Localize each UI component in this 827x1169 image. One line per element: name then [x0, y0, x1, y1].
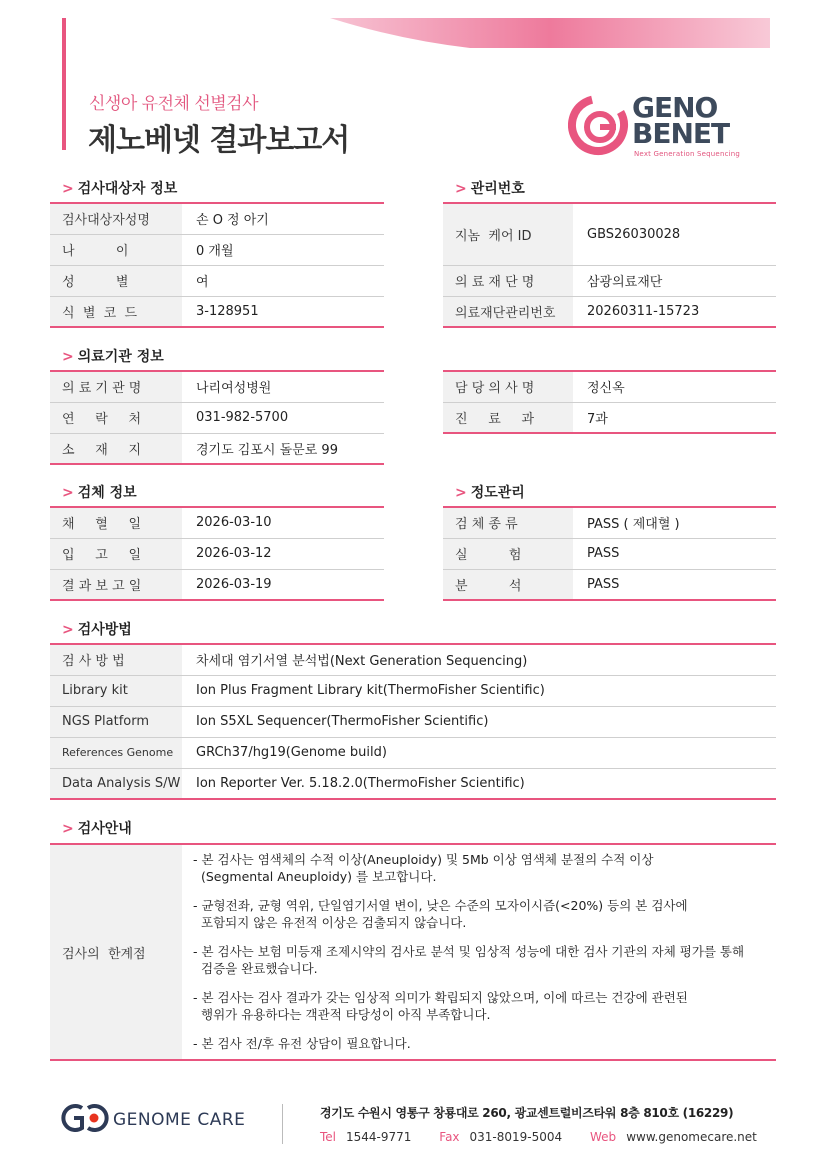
department-key: 진 료 과	[443, 402, 573, 433]
institution-phone-value: 031-982-5700	[182, 402, 384, 433]
footer-divider	[282, 1104, 283, 1144]
table-row	[50, 737, 776, 768]
header-ribbon	[0, 0, 827, 60]
chevron-right-icon: >	[455, 181, 467, 197]
section-heading-institution: > 의료기관 정보	[62, 349, 164, 365]
subject-table	[50, 202, 384, 328]
reference-genome-value: GRCh37/hg19(Genome build)	[182, 737, 776, 768]
chevron-right-icon: >	[62, 622, 74, 638]
table-row	[50, 507, 384, 538]
logo-text-benet: BENET	[632, 117, 730, 150]
institution-name-value: 나리여성병원	[182, 371, 384, 402]
institution-name-key: 의 료 기 관 명	[50, 371, 182, 402]
subject-id-key: 식 별 코 드	[50, 296, 182, 327]
fax-value: 031-8019-5004	[469, 1130, 563, 1144]
web-label: Web	[590, 1130, 617, 1144]
section-heading-quality: > 정도관리	[455, 485, 525, 501]
foundation-number-value: 20260311-15723	[573, 296, 776, 327]
table-row	[50, 234, 384, 265]
table-row	[443, 371, 776, 402]
method-value: 차세대 염기서열 분석법(Next Generation Sequencing)	[182, 644, 776, 675]
foundation-name-value: 삼광의료재단	[573, 265, 776, 296]
chevron-right-icon: >	[62, 349, 74, 365]
logo-tagline: Next Generation Sequencing	[634, 150, 741, 158]
received-date-value: 2026-03-12	[182, 538, 384, 569]
footer-company-name: GENOME CARE	[113, 1110, 246, 1130]
subject-name-value: 손 O 정 아기	[182, 203, 384, 234]
foundation-name-key: 의 료 재 단 명	[443, 265, 573, 296]
chevron-right-icon: >	[62, 485, 74, 501]
table-row	[443, 296, 776, 327]
chevron-right-icon: >	[62, 821, 74, 837]
doctor-name-value: 정신옥	[573, 371, 776, 402]
institution-address-value: 경기도 김포시 돌문로 99	[182, 433, 384, 464]
list-item: - 균형전좌, 균형 역위, 단일염기서열 변이, 낮은 수준의 모자이시즘(<20%) 등의 본 검사에 포함되지 않은 유전적 이상은 검출되지 않습니다.	[193, 898, 688, 930]
genomecare-id-value: GBS26030028	[573, 203, 776, 265]
table-row	[443, 402, 776, 433]
doctor-table	[443, 370, 776, 434]
web-link[interactable]: www.genomecare.net	[626, 1130, 757, 1144]
subject-age-value: 0 개월	[182, 234, 384, 265]
table-row	[50, 433, 384, 464]
library-kit-key: Library kit	[50, 675, 182, 706]
specimen-type-key: 검 체 종 류	[443, 507, 573, 538]
header-accent-bar	[62, 18, 66, 150]
table-row	[443, 507, 776, 538]
subject-sex-key: 성 별	[50, 265, 182, 296]
ngs-platform-key: NGS Platform	[50, 706, 182, 737]
table-row	[50, 265, 384, 296]
fax-label: Fax	[439, 1130, 460, 1144]
subject-age-key: 나 이	[50, 234, 182, 265]
chevron-right-icon: >	[62, 181, 74, 197]
institution-address-key: 소 재 지	[50, 433, 182, 464]
section-heading-method: > 검사방법	[62, 622, 132, 638]
collection-date-key: 채 혈 일	[50, 507, 182, 538]
analysis-value: PASS	[573, 569, 776, 600]
subject-id-value: 3-128951	[182, 296, 384, 327]
experiment-key: 실 험	[443, 538, 573, 569]
experiment-value: PASS	[573, 538, 776, 569]
table-row	[50, 706, 776, 737]
analysis-key: 분 석	[443, 569, 573, 600]
table-row	[443, 538, 776, 569]
method-table	[50, 643, 776, 800]
table-row	[50, 675, 776, 706]
specimen-type-value: PASS ( 제대혈 )	[573, 507, 776, 538]
tel-value: 1544-9771	[346, 1130, 412, 1144]
report-subtitle: 신생아 유전체 선별검사	[89, 94, 259, 114]
section-heading-subject: > 검사대상자 정보	[62, 181, 178, 197]
chevron-right-icon: >	[455, 485, 467, 501]
foundation-number-key: 의료재단관리번호	[443, 296, 573, 327]
doctor-name-key: 담 당 의 사 명	[443, 371, 573, 402]
analysis-software-key: Data Analysis S/W	[50, 768, 182, 799]
subject-sex-value: 여	[182, 265, 384, 296]
tel-label: Tel	[320, 1130, 337, 1144]
footer-address: 경기도 수원시 영통구 창룡대로 260, 광교센트럴비즈타워 8층 810호 (16229)	[320, 1106, 734, 1120]
management-table	[443, 202, 776, 328]
department-value: 7과	[573, 402, 776, 433]
specimen-table	[50, 506, 384, 601]
received-date-key: 입 고 일	[50, 538, 182, 569]
table-row	[50, 296, 384, 327]
library-kit-value: Ion Plus Fragment Library kit(ThermoFisher Scientific)	[182, 675, 776, 706]
table-row	[443, 203, 776, 265]
footer-contact	[320, 1130, 757, 1144]
institution-table	[50, 370, 384, 465]
genomecare-logo-icon	[60, 1102, 110, 1134]
quality-table	[443, 506, 776, 601]
subject-name-key: 검사대상자성명	[50, 203, 182, 234]
table-row	[50, 402, 384, 433]
list-item: - 본 검사는 염색체의 수적 이상(Aneuploidy) 및 5Mb 이상 염색체 분절의 수적 이상 (Segmental Aneuploidy) 를 보고합니다.	[193, 852, 654, 884]
section-heading-specimen: > 검체 정보	[62, 485, 137, 501]
table-row	[50, 371, 384, 402]
table-row	[50, 768, 776, 799]
limitations-key: 검사의 한계점	[50, 845, 182, 1059]
analysis-software-value: Ion Reporter Ver. 5.18.2.0(ThermoFisher Scientific)	[182, 768, 776, 799]
table-row	[50, 644, 776, 675]
table-row	[50, 203, 384, 234]
limitations-box	[50, 843, 776, 1061]
report-date-key: 결 과 보 고 일	[50, 569, 182, 600]
list-item: - 본 검사는 보험 미등재 조제시약의 검사로 분석 및 임상적 성능에 대한 검사 기관의 자체 평가를 통해 검증을 완료했습니다.	[193, 944, 745, 976]
list-item: - 본 검사는 검사 결과가 갖는 임상적 의미가 확립되지 않았으며, 이에 따르는 건강에 관련된 행위가 유용하다는 객관적 타당성이 아직 부족합니다.	[193, 990, 688, 1022]
reference-genome-key: References Genome	[50, 737, 182, 768]
report-title: 제노베넷 결과보고서	[88, 123, 350, 158]
table-row	[50, 569, 384, 600]
section-heading-management: > 관리번호	[455, 181, 525, 197]
collection-date-value: 2026-03-10	[182, 507, 384, 538]
table-row	[50, 538, 384, 569]
ngs-platform-value: Ion S5XL Sequencer(ThermoFisher Scientific)	[182, 706, 776, 737]
genomecare-id-key: 지놈 케어 ID	[443, 203, 573, 265]
institution-phone-key: 연 락 처	[50, 402, 182, 433]
section-heading-guide: > 검사안내	[62, 821, 132, 837]
table-row	[443, 265, 776, 296]
table-row	[443, 569, 776, 600]
list-item: - 본 검사 전/후 유전 상담이 필요합니다.	[193, 1036, 411, 1051]
method-key: 검 사 방 법	[50, 644, 182, 675]
logo-text-geno: GENO	[632, 91, 718, 124]
limitations-list	[193, 851, 773, 1064]
report-date-value: 2026-03-19	[182, 569, 384, 600]
